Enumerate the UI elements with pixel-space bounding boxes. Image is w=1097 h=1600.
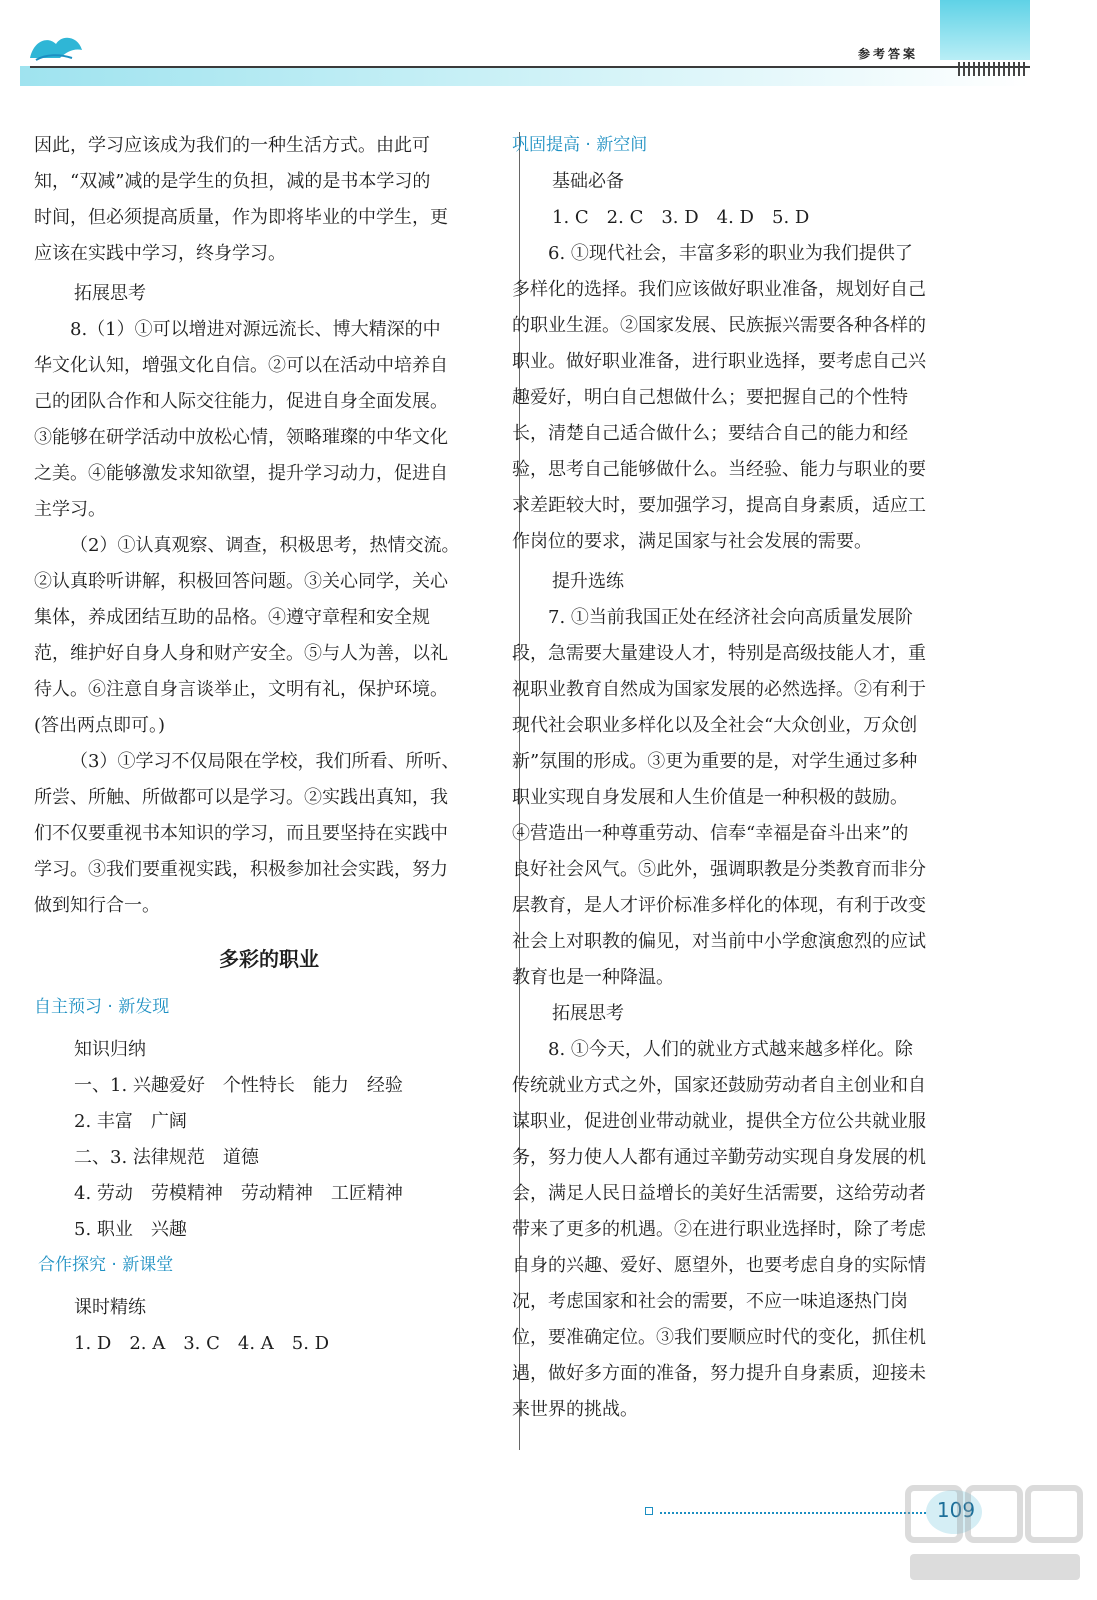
text-line: 验，思考自己能够做什么。当经验、能力与职业的要 <box>512 459 926 480</box>
text-line: 因此，学习应该成为我们的一种生活方式。由此可 <box>34 135 430 156</box>
subsection-title: 知识归纳 <box>74 1039 146 1060</box>
text-line: （3）①学习不仅局限在学校，我们所看、所听、 <box>70 751 460 772</box>
text-line: (答出两点即可。) <box>34 715 166 736</box>
text-line: 务，努力使人人都有通过辛勤劳动实现自身发展的机 <box>512 1147 926 1168</box>
footer-square-icon <box>645 1507 653 1515</box>
text-line: 6. ①现代社会，丰富多彩的职业为我们提供了 <box>548 243 913 264</box>
text-line: 的职业生涯。②国家发展、民族振兴需要各种各样的 <box>512 315 926 336</box>
subsection-title: 课时精练 <box>74 1297 146 1318</box>
barcode-decoration <box>958 62 1028 76</box>
text-line: 求差距较大时，要加强学习，提高自身素质，适应工 <box>512 495 926 516</box>
text-line: 况，考虑国家和社会的需要，不应一味追逐热门岗 <box>512 1291 908 1312</box>
page-number: 109 <box>936 1498 976 1522</box>
bird-cloud-icon <box>26 28 86 66</box>
text-line: 视职业教育自然成为国家发展的必然选择。②有利于 <box>512 679 926 700</box>
section-heading-consolidate: 巩固提高 · 新空间 <box>512 135 648 155</box>
text-line: 8.（1）①可以增进对源远流长、博大精深的中 <box>70 319 441 340</box>
text-line: 职业实现自身发展和人生价值是一种积极的鼓励。 <box>512 787 908 808</box>
subsection-title: 基础必备 <box>552 171 624 192</box>
text-line: 来世界的挑战。 <box>512 1399 638 1420</box>
text-line: 教育也是一种降温。 <box>512 967 674 988</box>
text-line: 位，要准确定位。③我们要顺应时代的变化，抓住机 <box>512 1327 926 1348</box>
watermark-logo <box>900 1478 1090 1588</box>
text-line: 段，急需要大量建设人才，特别是高级技能人才，重 <box>512 643 926 664</box>
header-rule <box>30 66 1030 68</box>
text-line: 己的团队合作和人际交往能力，促进自身全面发展。 <box>34 391 448 412</box>
text-line: （2）①认真观察、调查，积极思考，热情交流。 <box>70 535 460 556</box>
knowledge-line: 5. 职业 兴趣 <box>74 1219 187 1240</box>
text-line: 趣爱好，明白自己想做什么；要把握自己的个性特 <box>512 387 908 408</box>
text-line: 们不仅要重视书本知识的学习，而且要坚持在实践中 <box>34 823 448 844</box>
text-line: 做到知行合一。 <box>34 895 160 916</box>
subsection-title: 拓展思考 <box>552 1003 624 1024</box>
chapter-title: 多彩的职业 <box>219 947 319 971</box>
text-line: 8. ①今天，人们的就业方式越来越多样化。除 <box>548 1039 913 1060</box>
text-line: 新”氛围的形成。③更为重要的是，对学生通过多种 <box>512 751 918 772</box>
text-line: 层教育，是人才评价标准多样化的体现，有利于改变 <box>512 895 926 916</box>
text-line: 时间，但必须提高质量，作为即将毕业的中学生，更 <box>34 207 448 228</box>
text-line: 社会上对职教的偏见，对当前中小学愈演愈烈的应试 <box>512 931 926 952</box>
text-line: 职业。做好职业准备，进行职业选择，要考虑自己兴 <box>512 351 926 372</box>
header-band <box>20 66 1030 86</box>
text-line: 多样化的选择。我们应该做好职业准备，规划好自己 <box>512 279 926 300</box>
text-line: 主学习。 <box>34 499 106 520</box>
text-line: 自身的兴趣、爱好、愿望外，也要考虑自身的实际情 <box>512 1255 926 1276</box>
header-corner-block <box>940 0 1030 60</box>
text-line: ③能够在研学活动中放松心情，领略璀璨的中华文化 <box>34 427 448 448</box>
text-line: 遇，做好多方面的准备，努力提升自身素质，迎接未 <box>512 1363 926 1384</box>
left-column <box>34 128 504 1362</box>
text-line: 长，清楚自己适合做什么；要结合自己的能力和经 <box>512 423 908 444</box>
text-line: 会，满足人民日益增长的美好生活需要，这给劳动者 <box>512 1183 926 1204</box>
text-line: 谋职业，促进创业带动就业，提供全方位公共就业服 <box>512 1111 926 1132</box>
knowledge-line: 一、1. 兴趣爱好 个性特长 能力 经验 <box>74 1075 403 1096</box>
text-line: ④营造出一种尊重劳动、信奉“幸福是奋斗出来”的 <box>512 823 909 844</box>
text-line: 学习。③我们要重视实践，积极参加社会实践，努力 <box>34 859 448 880</box>
text-line: 待人。⑥注意自身言谈举止，文明有礼，保护环境。 <box>34 679 448 700</box>
text-line: 传统就业方式之外，国家还鼓励劳动者自主创业和自 <box>512 1075 926 1096</box>
text-line: 带来了更多的机遇。②在进行职业选择时，除了考虑 <box>512 1219 926 1240</box>
text-line: 所尝、所触、所做都可以是学习。②实践出真知，我 <box>34 787 448 808</box>
knowledge-line: 2. 丰富 广阔 <box>74 1111 187 1132</box>
subsection-title: 提升选练 <box>552 571 624 592</box>
text-line: 集体，养成团结互助的品格。④遵守章程和安全规 <box>34 607 430 628</box>
text-line: 知，“双减”减的是学生的负担，减的是书本学习的 <box>34 171 431 192</box>
answer-line: 1. C 2. C 3. D 4. D 5. D <box>552 207 810 228</box>
text-line: 应该在实践中学习，终身学习。 <box>34 243 286 264</box>
text-line: 范，维护好自身人身和财产安全。⑤与人为善，以礼 <box>34 643 448 664</box>
knowledge-line: 二、3. 法律规范 道德 <box>74 1147 259 1168</box>
text-line: 作岗位的要求，满足国家与社会发展的需要。 <box>512 531 872 552</box>
text-line: 之美。④能够激发求知欲望，提升学习动力，促进自 <box>34 463 448 484</box>
section-heading-preview: 自主预习 · 新发现 <box>34 997 170 1017</box>
text-line: ②认真聆听讲解，积极回答问题。③关心同学，关心 <box>34 571 448 592</box>
knowledge-line: 4. 劳动 劳模精神 劳动精神 工匠精神 <box>74 1183 403 1204</box>
subsection-title: 拓展思考 <box>74 283 146 304</box>
answer-line: 1. D 2. A 3. C 4. A 5. D <box>74 1333 330 1354</box>
text-line: 良好社会风气。⑤此外，强调职教是分类教育而非分 <box>512 859 926 880</box>
footer-dotted-rule <box>660 1512 930 1514</box>
text-line: 7. ①当前我国正处在经济社会向高质量发展阶 <box>548 607 913 628</box>
right-column <box>512 128 990 1428</box>
text-line: 现代社会职业多样化以及全社会“大众创业，万众创 <box>512 715 918 736</box>
section-heading-coop: 合作探究 · 新课堂 <box>38 1255 174 1275</box>
text-line: 华文化认知，增强文化自信。②可以在活动中培养自 <box>34 355 448 376</box>
section-label: 参考答案 <box>858 47 919 61</box>
